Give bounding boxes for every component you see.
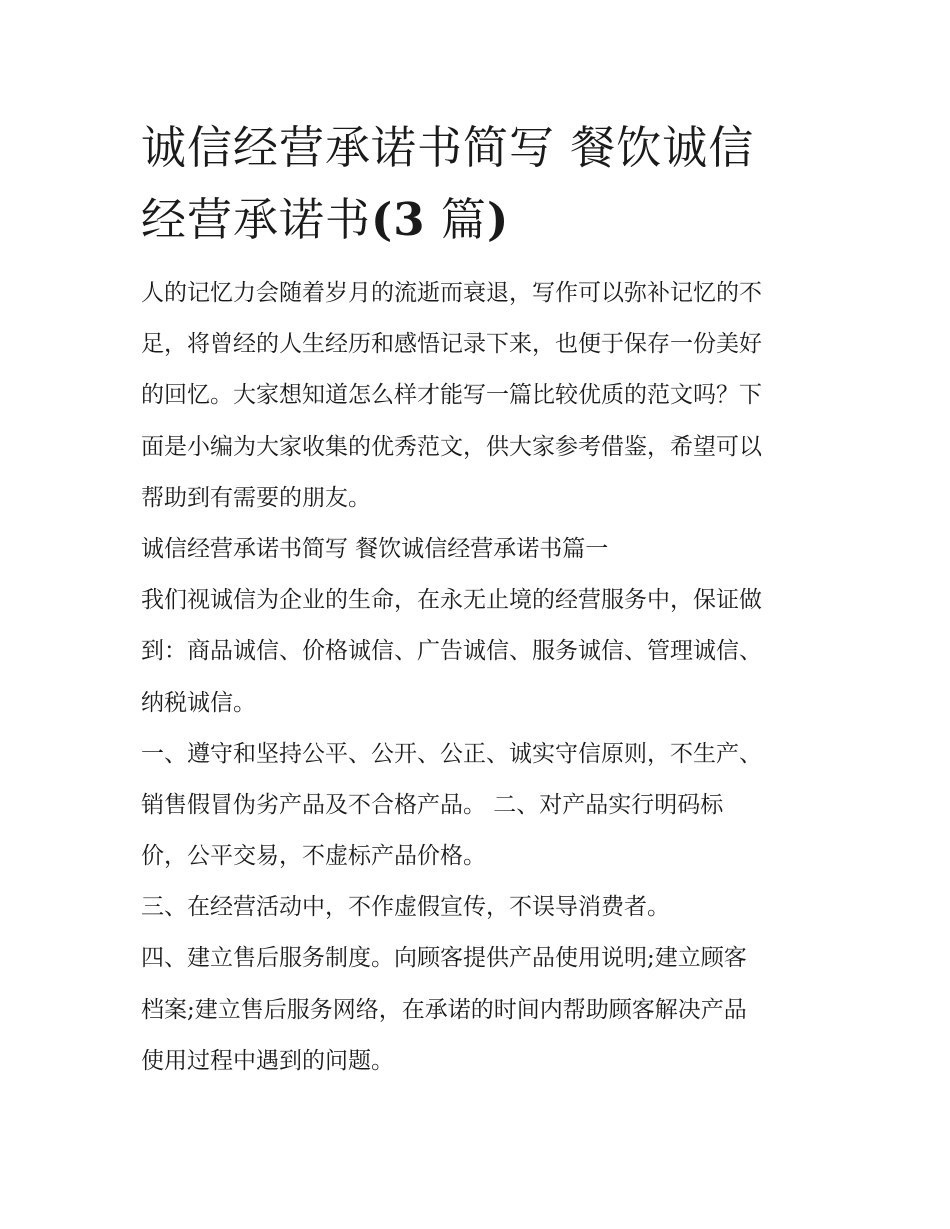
text-line: 销售假冒伪劣产品及不合格产品。 二、对产品实行明码标	[141, 791, 724, 818]
document-body	[141, 268, 816, 1087]
text-line: 档案;建立售后服务网络，在承诺的时间内帮助顾客解决产品	[141, 996, 747, 1023]
title-count-open: (3	[371, 193, 426, 246]
text-line: 纳税诚信。	[141, 689, 256, 716]
title-count-close: )	[486, 193, 510, 246]
text-line: 一、遵守和坚持公平、公开、公正、诚实守信原则，不生产、	[141, 740, 762, 767]
text-line: 我们视诚信为企业的生命，在永无止境的经营服务中，保证做	[141, 587, 762, 614]
text-line: 价，公平交易，不虚标产品价格。	[141, 843, 486, 870]
text-line: 人的记忆力会随着岁月的流逝而衰退，写作可以弥补记忆的不	[141, 280, 762, 306]
title-line-2-mid: 篇	[425, 193, 487, 246]
title-line-1: 诚信经营承诺书简写 餐饮诚信	[141, 121, 755, 174]
text-line: 足，将曾经的人生经历和感悟记录下来，也便于保存一份美好	[141, 331, 762, 358]
document-content	[141, 112, 816, 1087]
text-line: 帮助到有需要的朋友。	[141, 484, 371, 511]
document-title	[141, 112, 816, 256]
section-heading: 诚信经营承诺书简写 餐饮诚信经营承诺书篇一	[141, 535, 609, 562]
text-line: 的回忆。大家想知道怎么样才能写一篇比较优质的范文吗？下	[141, 382, 762, 409]
text-line: 到：商品诚信、价格诚信、广告诚信、服务诚信、管理诚信、	[141, 638, 762, 665]
text-line: 面是小编为大家收集的优秀范文，供大家参考借鉴，希望可以	[141, 433, 762, 460]
title-line-2-prefix: 经营承诺书	[141, 193, 372, 246]
title-line-2	[141, 184, 816, 256]
text-line: 使用过程中遇到的问题。	[141, 1047, 394, 1074]
text-line: 四、建立售后服务制度。向顾客提供产品使用说明;建立顾客	[141, 945, 747, 972]
text-line: 三、在经营活动中，不作虚假宣传，不误导消费者。	[141, 894, 670, 921]
